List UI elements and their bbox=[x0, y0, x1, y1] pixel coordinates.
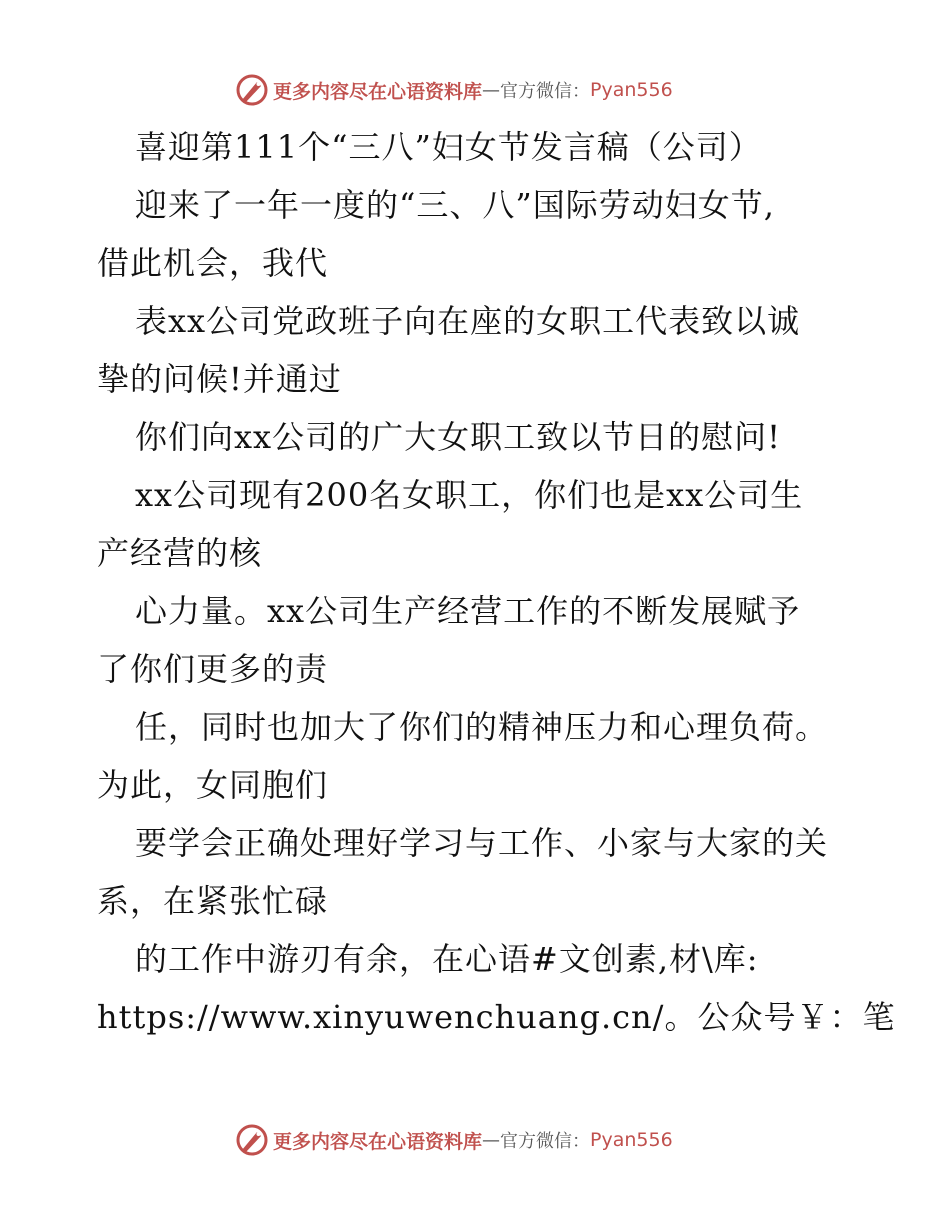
footer-banner bbox=[235, 1120, 673, 1160]
text-line: xx公司现有200名女职工，你们也是xx公司生 bbox=[135, 476, 804, 514]
header-banner-label: 官方微信： bbox=[500, 81, 591, 102]
footer-banner-separator: — bbox=[482, 1129, 501, 1151]
footer-banner-title: 更多内容尽在心语资料库 bbox=[273, 1130, 483, 1153]
text-line: 为此，女同胞们 bbox=[97, 766, 329, 804]
document-body bbox=[97, 118, 896, 1046]
pen-logo-icon bbox=[235, 73, 269, 107]
text-line: 迎来了一年一度的“三、八”国际劳动妇女节, bbox=[135, 186, 775, 224]
text-line: 任，同时也加大了你们的精神压力和心理负荷。 bbox=[135, 708, 829, 746]
header-banner-title: 更多内容尽在心语资料库 bbox=[273, 80, 483, 103]
text-line: 的工作中游刃有余，在心语#文创素,材\库: bbox=[135, 940, 759, 978]
footer-banner-label: 官方微信： bbox=[500, 1131, 591, 1152]
text-line: 你们向xx公司的广大女职工致以节日的慰问! bbox=[135, 418, 781, 456]
text-line: 心力量。xx公司生产经营工作的不断发展赋予 bbox=[135, 592, 801, 630]
text-line: 表xx公司党政班子向在座的女职工代表致以诚 bbox=[135, 302, 801, 340]
header-banner-wechat-id: Pyan556 bbox=[590, 79, 673, 101]
document-title: 喜迎第111个“三八”妇女节发言稿（公司） bbox=[135, 128, 762, 166]
text-line: 产经营的核 bbox=[97, 534, 263, 572]
header-banner bbox=[235, 70, 673, 110]
text-line: 系，在紧张忙碌 bbox=[97, 882, 329, 920]
text-line-url: https://www.xinyuwenchuang.cn/。公众号￥：笔 bbox=[97, 998, 896, 1036]
text-line: 了你们更多的责 bbox=[97, 650, 329, 688]
header-banner-separator: — bbox=[482, 79, 501, 101]
text-line: 挚的问候!并通过 bbox=[97, 360, 342, 398]
text-line: 要学会正确处理好学习与工作、小家与大家的关 bbox=[135, 824, 829, 862]
pen-logo-icon bbox=[235, 1123, 269, 1157]
text-line: 借此机会，我代 bbox=[97, 244, 329, 282]
footer-banner-wechat-id: Pyan556 bbox=[590, 1129, 673, 1151]
